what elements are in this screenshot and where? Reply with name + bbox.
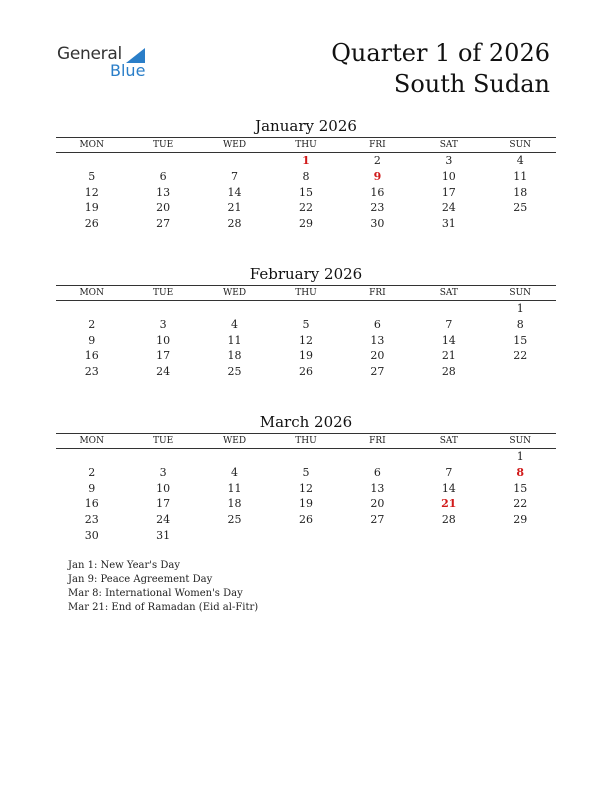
- day-cell: [342, 528, 413, 544]
- day-cell: [270, 301, 341, 317]
- day-cell: 7: [231, 169, 239, 183]
- day-cell: 18: [227, 349, 242, 363]
- day-cell: [56, 301, 127, 317]
- day-cell: [413, 449, 484, 465]
- weekday-header: TUE: [153, 140, 174, 150]
- day-cell: 19: [298, 349, 313, 363]
- day-cell: [199, 153, 270, 169]
- week-row: [56, 465, 556, 481]
- week-row: [56, 364, 556, 380]
- day-cell: 23: [84, 513, 99, 527]
- day-cell: 3: [445, 154, 453, 167]
- weekday-header: SUN: [509, 140, 532, 150]
- day-cell: 23: [84, 365, 99, 379]
- day-cell: 15: [298, 185, 313, 199]
- day-cell: 5: [302, 317, 310, 331]
- day-cell: 17: [156, 497, 171, 511]
- day-cell: [199, 528, 270, 544]
- day-cell: [56, 153, 127, 169]
- weekday-header: THU: [295, 140, 317, 150]
- day-cell: 27: [156, 217, 171, 231]
- day-cell: 3: [159, 317, 167, 331]
- day-cell: [485, 216, 556, 232]
- day-cell: 3: [159, 465, 167, 479]
- week-row: [56, 200, 556, 216]
- day-cell: 28: [227, 217, 242, 231]
- day-cell: [270, 449, 341, 465]
- day-cell: 11: [227, 333, 242, 347]
- day-cell: 30: [84, 528, 99, 542]
- day-cell: 12: [298, 481, 313, 495]
- day-cell: 9: [88, 481, 96, 495]
- day-cell: 2: [88, 317, 96, 331]
- week-row: [56, 496, 556, 512]
- day-cell: 5: [88, 169, 96, 183]
- day-cell: [127, 301, 198, 317]
- weekday-header: TUE: [153, 436, 174, 446]
- day-cell: 19: [298, 497, 313, 511]
- weekday-header: SAT: [439, 436, 458, 446]
- weekday-header: MON: [79, 288, 104, 298]
- day-cell: 9: [88, 333, 96, 347]
- day-cell: 30: [370, 217, 385, 231]
- weekday-header: FRI: [369, 288, 386, 298]
- page-title: [331, 38, 550, 100]
- weekday-header: SUN: [509, 288, 532, 298]
- weekday-header: WED: [223, 288, 247, 298]
- day-cell: 24: [156, 513, 171, 527]
- logo-word-blue: Blue: [110, 61, 146, 80]
- day-cell: 4: [516, 154, 524, 167]
- day-cell: [127, 449, 198, 465]
- week-row: [56, 153, 556, 169]
- week-row: [56, 317, 556, 333]
- day-cell: 19: [84, 201, 99, 215]
- weekday-header: FRI: [369, 140, 386, 150]
- title-country: South Sudan: [393, 70, 550, 98]
- day-cell: 11: [227, 481, 242, 495]
- day-cell: [270, 528, 341, 544]
- day-cell: 17: [156, 349, 171, 363]
- day-cell: 26: [298, 513, 313, 527]
- day-cell: 29: [298, 217, 313, 231]
- weekday-header: MON: [79, 140, 104, 150]
- day-cell: 25: [227, 513, 242, 527]
- holiday-note: Jan 1: New Year's Day: [68, 560, 180, 571]
- logo-word-general: General: [57, 44, 122, 64]
- weekday-header: WED: [223, 140, 247, 150]
- day-cell: 6: [373, 465, 381, 479]
- day-cell: 14: [441, 333, 456, 347]
- day-cell: [413, 301, 484, 317]
- day-cell: [485, 528, 556, 544]
- day-cell: 10: [441, 169, 456, 183]
- day-cell: 10: [156, 333, 171, 347]
- day-cell: 2: [373, 154, 381, 167]
- week-row: [56, 216, 556, 232]
- holiday-note: Mar 8: International Women's Day: [68, 588, 243, 599]
- day-cell: 26: [298, 365, 313, 379]
- holiday-day-cell: 9: [373, 169, 382, 183]
- day-cell: 10: [156, 481, 171, 495]
- day-cell: [127, 153, 198, 169]
- weekday-header: SAT: [439, 288, 458, 298]
- day-cell: 14: [441, 481, 456, 495]
- day-cell: 14: [227, 185, 242, 199]
- day-cell: 26: [84, 217, 99, 231]
- weekday-header: WED: [223, 436, 247, 446]
- day-cell: 18: [227, 497, 242, 511]
- weekday-header: THU: [295, 436, 317, 446]
- day-cell: 12: [84, 185, 99, 199]
- month-title: March 2026: [259, 413, 353, 431]
- day-cell: 12: [298, 333, 313, 347]
- day-cell: 6: [373, 317, 381, 331]
- week-row: [56, 481, 556, 497]
- day-cell: 5: [302, 465, 310, 479]
- day-cell: 28: [441, 365, 456, 379]
- holiday-note: Jan 9: Peace Agreement Day: [68, 574, 213, 585]
- day-cell: 7: [445, 317, 453, 331]
- day-cell: 27: [370, 513, 385, 527]
- day-cell: [485, 364, 556, 380]
- week-row: [56, 185, 556, 201]
- week-row: [56, 333, 556, 349]
- weekday-header: FRI: [369, 436, 386, 446]
- day-cell: 24: [156, 365, 171, 379]
- day-cell: 25: [513, 201, 528, 215]
- weekday-header-row: [56, 434, 556, 449]
- day-cell: 28: [441, 513, 456, 527]
- week-row: [56, 528, 556, 544]
- holiday-note: Mar 21: End of Ramadan (Eid al-Fitr): [68, 602, 259, 613]
- day-cell: 20: [370, 497, 385, 511]
- day-cell: 31: [441, 217, 456, 231]
- weekday-header: THU: [295, 288, 317, 298]
- weekday-header: SAT: [439, 140, 458, 150]
- holiday-day-cell: 1: [302, 154, 310, 167]
- weekday-header-row: [56, 138, 556, 153]
- day-cell: 2: [88, 465, 96, 479]
- day-cell: 27: [370, 365, 385, 379]
- month-january: [56, 116, 556, 232]
- day-cell: 23: [370, 201, 385, 215]
- day-cell: 4: [231, 317, 239, 331]
- day-cell: 8: [516, 317, 524, 331]
- day-cell: 31: [156, 528, 171, 542]
- day-cell: 21: [227, 201, 242, 215]
- weekday-header-row: [56, 286, 556, 301]
- weekday-header: MON: [79, 436, 104, 446]
- day-cell: 29: [513, 513, 528, 527]
- day-cell: [413, 528, 484, 544]
- holiday-day-cell: 21: [441, 497, 457, 511]
- day-cell: 25: [227, 365, 242, 379]
- day-cell: 22: [513, 497, 528, 511]
- day-cell: 20: [370, 349, 385, 363]
- day-cell: 16: [370, 185, 385, 199]
- day-cell: [342, 301, 413, 317]
- weekday-header: SUN: [509, 436, 532, 446]
- week-row: [56, 169, 556, 185]
- week-row: [56, 449, 556, 465]
- day-cell: [199, 449, 270, 465]
- holiday-day-cell: 8: [516, 465, 525, 479]
- day-cell: 1: [516, 450, 524, 463]
- day-cell: 8: [302, 169, 310, 183]
- day-cell: 7: [445, 465, 453, 479]
- day-cell: 16: [84, 497, 99, 511]
- day-cell: 13: [156, 185, 171, 199]
- month-february: [56, 264, 556, 380]
- day-cell: 18: [513, 185, 528, 199]
- day-cell: 1: [516, 302, 524, 315]
- week-row: [56, 512, 556, 528]
- day-cell: 11: [513, 169, 528, 183]
- day-cell: 6: [159, 169, 167, 183]
- day-cell: 22: [298, 201, 313, 215]
- holiday-notes: [68, 559, 258, 615]
- day-cell: 16: [84, 349, 99, 363]
- day-cell: [199, 301, 270, 317]
- day-cell: 4: [231, 465, 239, 479]
- week-row: [56, 301, 556, 317]
- day-cell: 21: [441, 349, 456, 363]
- day-cell: 15: [513, 333, 528, 347]
- day-cell: 22: [513, 349, 528, 363]
- generalblue-logo: [57, 44, 157, 84]
- day-cell: 15: [513, 481, 528, 495]
- day-cell: [342, 449, 413, 465]
- week-row: [56, 348, 556, 364]
- month-title: January 2026: [255, 117, 357, 135]
- day-cell: 24: [441, 201, 456, 215]
- day-cell: 13: [370, 333, 385, 347]
- day-cell: 17: [441, 185, 456, 199]
- weekday-header: TUE: [153, 288, 174, 298]
- day-cell: 13: [370, 481, 385, 495]
- day-cell: [56, 449, 127, 465]
- day-cell: 20: [156, 201, 171, 215]
- month-march: [56, 412, 556, 544]
- month-title: February 2026: [249, 265, 363, 283]
- title-quarter: Quarter 1 of 2026: [331, 39, 550, 67]
